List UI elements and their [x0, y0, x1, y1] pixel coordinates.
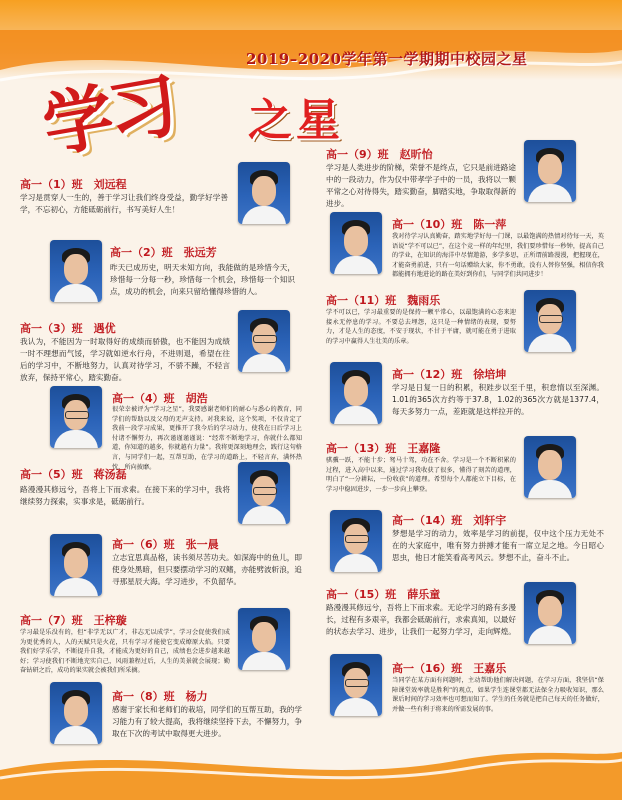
page-title: 2019–2020学年第一学期期中校园之星: [246, 50, 528, 68]
student-name: 高一（8）班 杨力: [112, 690, 208, 703]
student-photo: [524, 290, 576, 352]
student-name: 高一（13）班 王嘉隆: [326, 442, 441, 455]
footer-wave-decoration: [0, 740, 622, 800]
student-photo: [524, 140, 576, 202]
student-photo: [238, 462, 290, 524]
big-title-star: 之星: [248, 95, 344, 146]
student-photo: [50, 682, 102, 744]
student-desc: 路漫漫其修远兮，吾将上下而求索。无论学习的路有多漫长，过程有多艰辛，我都会砥砺前行，求索真知，以最好的状态去学习、进步，让我们一起努力学习，走向辉煌。: [326, 603, 516, 636]
student-name: 高一（10）班 陈一萍: [392, 218, 507, 231]
student-desc: 骐骥一跃，不能十步；驽马十驾，功在不舍。学习是一个不断积累的过程，进入高中以来，通过学习我收获了很多，懂得了刻苦的道理，明白了“一分耕耘，一份收获”的道理。希望每个人都能立下目标，在学习中稳固进步，一步一步向上攀登。: [326, 457, 516, 493]
student-desc: 学习是人类进步的阶梯，荣誉不是终点，它只是前进路途中的一段动力，作为仅中带孝学子中的一员，我将以一颗平常之心对待得失，踏实勤奋，脚踏实地，争取取得新的进步。: [326, 163, 516, 208]
student-desc: 学习是贯穿人一生的，善于学习让我们终身受益，勤学好学善学，不忘初心，方能砥砺前行，书写美好人生！: [20, 193, 228, 214]
student-name: 高一（11）班 魏雨乐: [326, 294, 441, 307]
student-name: 高一（3）班 遇优: [20, 322, 116, 335]
student-photo: [50, 386, 102, 448]
student-desc: 感谢于家长和老师们的栽培，同学们的互帮互助，我的学习能力有了较大提高，我将继续坚持下去，不懈努力，争取在下次的考试中取得更大进步。: [112, 705, 302, 738]
student-photo: [238, 608, 290, 670]
student-desc: 我对待学习认真勤奋，踏实地学好每一门课，以最饱满的热情对待每一天，英语说“学不可以已”，在这个竞一样的年纪里，我们要珍惜每一秒钟，提高自己的学业，在知识的海洋中尽情遨游，多学多思，正所谓前路漫漫，把握现在，才能奋勇前进，只有一句话赠给大家，你不勇敢，没有人替你坚强，相信你我都能拥有地进论的路在美好到你们，与同学们共同进步！: [392, 233, 604, 279]
big-title-study: 学习: [36, 63, 182, 168]
student-desc: 立志宜思真品格，读书须尽苦功夫。如深海中的鱼儿，即使身处黑暗，但只要摆动学习的双鳍，亦能劈波斩浪，追寻那星辰大海。学习进步，不负韶华。: [112, 553, 302, 586]
student-photo: [330, 654, 382, 716]
student-name: 高一（7）班 王梓璇: [20, 614, 127, 627]
student-desc: 我认为，不能因为一时取得好的成绩而骄傲，也不能因为成绩一时不理想而气馁，学习就如逆水行舟，不进则退，希望在往后的学习中，不断地努力，认真对待学习，不骄不躁，不轻言放弃，保持平常心，踏实勤奋。: [20, 337, 230, 382]
student-desc: 学不可以已，学习最重要的是保持一颗平常心，以最饱满的心态来迎接永无停息的学习。不要总去埋怨，这只是一种情绪的表现，要努力，才是人生的态度，不安于现状，不甘于平庸，就可能在勇于进取的学习中赢得人生壮美的乐章。: [326, 309, 516, 345]
student-desc: 梦想是学习的动力，效率是学习的前提，仅中这个压力无处不在的大家庭中，唯有努力拼搏才能有一席立足之地。今日昭心思虫，他日才能笑看高考风云。梦想不止，奋斗不止。: [392, 529, 604, 562]
student-photo: [330, 362, 382, 424]
student-photo: [330, 510, 382, 572]
student-name: 高一（1）班 刘远程: [20, 178, 127, 191]
student-photo: [238, 310, 290, 372]
student-desc: 学习是日复一日的积累，积跬步以至千里，积怠惰以至深渊。1.01的365次方约等于37.8，1.02的365次方就是1377.4，每天多努力一点，差距就是这样拉开的。: [392, 383, 604, 416]
student-desc: 路漫漫其修远兮，吾将上下而求索。在接下来的学习中，我将继续努力探索，实事求是，砥砺前行。: [20, 485, 230, 506]
student-name: 高一（5）班 蒋汤磊: [20, 468, 127, 481]
student-photo: [524, 436, 576, 498]
student-photo: [524, 582, 576, 644]
student-photo: [330, 212, 382, 274]
student-name: 高一（15）班 薛乐童: [326, 588, 441, 601]
student-name: 高一（4）班 胡浩: [112, 392, 208, 405]
student-name: 高一（9）班 赵昕怡: [326, 148, 433, 161]
student-desc: 当同学在某方面有问题时，主动帮助他们解决问题，在学习方面，我坚信“保障课堂效率就是胜利”的观点，如果学生连课堂都无法保全力吸收知识，那么课后时间的学习效率也可想而知了。学生的任务就是把自己每天的任务做好，并做一些有利于将来的所需发展的事。: [392, 677, 604, 713]
student-name: 高一（6）班 张一晨: [112, 538, 219, 551]
student-photo: [238, 162, 290, 224]
student-photo: [50, 240, 102, 302]
student-photo: [50, 534, 102, 596]
student-desc: 昨天已成历史，明天未知方向，我能做的是珍惜今天，珍惜每一分每一秒，珍惜每一个机会，珍惜每一个知识点，成功的机会，向来只留给懂得珍惜的人。: [110, 263, 295, 296]
student-desc: 学习最是乐没有的，但“非学无以广才，非志无以成学”，学习会促使我们成为更优秀的人，人的天赋只是火花，只有学习才能使它变成燎原大焰。只要我们好学乐学，不断提升自我，才能成为更好的自己，成绩也会进步越来越好；学习使我们不断地充实自己，风雨兼程过后，人生的美景就会展现；勤奋钻研之后，成功的果实就会被我们所采摘。: [20, 629, 230, 675]
student-name: 高一（16）班 王嘉乐: [392, 662, 507, 675]
student-name: 高一（2）班 张远芳: [110, 246, 217, 259]
student-name: 高一（14）班 刘轩宇: [392, 514, 507, 527]
student-desc: 很荣幸被评为“学习之星”，我要感谢老师们的耐心与悉心的教育，同学们的帮助以及父母的无声支持。对我来说，这个奖项，不仅肯定了我前一段学习成果，更推开了我今后的学习动力，使我在日后学习上付诸不懈努力，再次谨谨谨谨说：“经常不断地学习，你就什么都知道，你知道的越多，你就越有力量”。我将更深刻地理会，践行这句格言，与同学们一起，互帮互助，在学习的道路上，不轻言弃，满怀热忱，所向披靡。: [112, 406, 302, 471]
student-name: 高一（12）班 徐培坤: [392, 368, 507, 381]
